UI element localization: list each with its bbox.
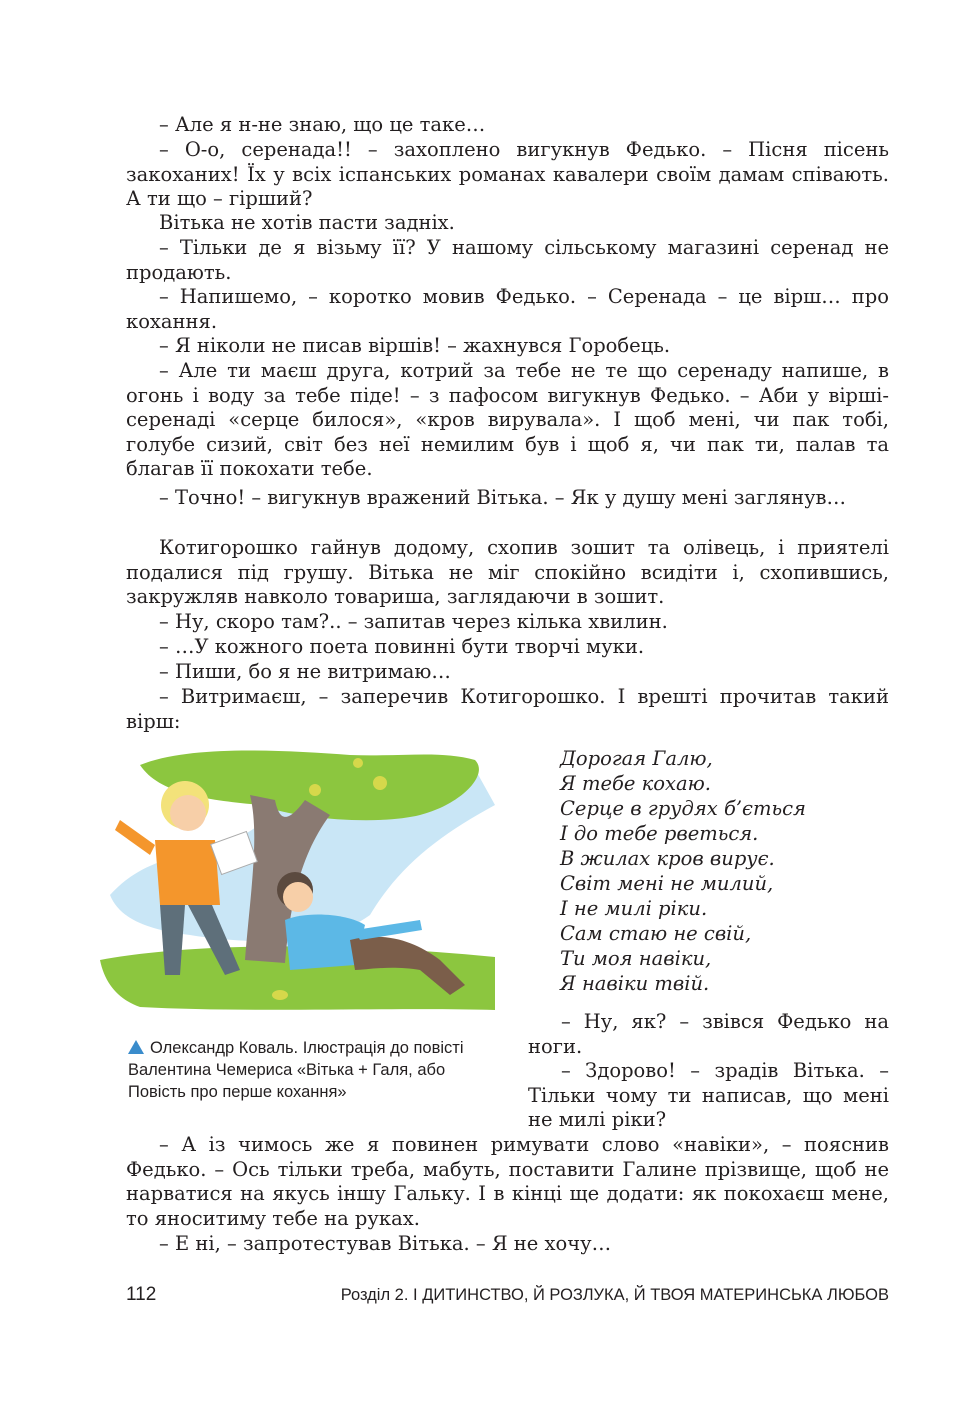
poem-line: Серце в грудях б’ється: [560, 797, 806, 820]
paragraph-11: – …У кожного поета повинні бути творчі муки.: [159, 635, 645, 658]
illustration-caption: [128, 1037, 498, 1103]
bottom-paragraph-2: – Е ні, – запротестував Вітька. – Я не хочу…: [159, 1232, 612, 1255]
poem: [560, 746, 806, 996]
boy-1-head: [170, 795, 206, 831]
right-paragraph-1: – Ну, як? – звівся Федько на ноги.: [528, 1010, 889, 1058]
poem-line: Я тебе кохаю.: [560, 772, 711, 795]
paragraph-2: – О-о, серенада!! – захоплено вигукнув Федько. – Пісня пісень закоханих! Їх у всіх іспанських романах кавалери своїм дамам співають. А ти що – гірший?: [126, 138, 889, 210]
paragraph-8: – Точно! – вигукнув вражений Вітька. – Як у душу мені заглянув…: [159, 486, 847, 509]
boy-1-shirt: [155, 840, 220, 905]
poem-line: Ти моя навіки,: [560, 947, 712, 970]
poem-line: Світ мені не милий,: [560, 872, 774, 895]
boy-2-head: [283, 882, 313, 912]
paragraph-13: – Витримаєш, – заперечив Котигорошко. І врешті прочитав такий вірш:: [126, 685, 889, 733]
paragraph-4: – Тільки де я візьму її? У нашому сільському магазині серенад не продають.: [126, 236, 889, 284]
paragraph-6: – Я ніколи не писав віршів! – жахнувся Горобець.: [159, 334, 671, 357]
boy-1-arm: [115, 820, 155, 855]
poem-line: В жилах кров вирує.: [560, 847, 775, 870]
pear-3: [353, 758, 363, 768]
caption-triangle-icon: [128, 1040, 144, 1054]
section-title: Розділ 2. І ДИТИНСТВО, Й РОЗЛУКА, Й ТВОЯ МАТЕРИНСЬКА ЛЮБОВ: [340, 1286, 889, 1304]
right-paragraph-2: – Здорово! – зрадів Вітька. – Тільки чому ти написав, що мені не милі ріки?: [528, 1059, 889, 1131]
illustration: [100, 745, 500, 1013]
paragraph-1: – Але я н-не знаю, що це таке…: [159, 113, 486, 136]
paragraph-7: – Але ти маєш друга, котрий за тебе не те що серенаду напише, в огонь і воду за тебе піде! – з пафосом вигукнув Федько. – Аби у вірші-серенаді «серце билося», «кров вирувала». І щоб мені, чи пак тобі, голубе сизий, світ без неї немилим був і щоб я, чи пак ти, палав та благав її покохати тебе.: [126, 359, 889, 480]
paragraph-9: Котигорошко гайнув додому, схопив зошит та олівець, і приятелі подалися під грушу. Вітька не міг спокійно всидіти і, схопившись, закружляв навколо товариша, заглядаючи в зошит.: [126, 536, 889, 608]
caption-text: Олександр Коваль. Ілюстрація до повісті Валентина Чемериса «Вітька + Галя, або Повість про перше кохання»: [128, 1039, 464, 1101]
paragraph-12: – Пиши, бо я не витримаю…: [159, 660, 451, 683]
pear-2: [309, 784, 321, 796]
boy-2-arm: [355, 920, 422, 940]
poem-line: Дорогая Галю,: [560, 747, 713, 770]
poem-line: Сам стаю не свій,: [560, 922, 752, 945]
pear-ground: [272, 990, 288, 1000]
page-number: 112: [126, 1284, 157, 1305]
poem-line: Я навіки твій.: [560, 972, 710, 995]
pear-1: [373, 776, 387, 790]
paragraph-10: – Ну, скоро там?.. – запитав через кілька хвилин.: [159, 610, 668, 633]
paragraph-5: – Напишемо, – коротко мовив Федько. – Серенада – це вірш… про кохання.: [126, 285, 889, 333]
paragraph-3: Вітька не хотів пасти задніх.: [159, 211, 455, 234]
poem-line: І до тебе рветься.: [560, 822, 759, 845]
bottom-paragraph-1: – А із чимось же я повинен римувати слово «навіки», – пояснив Федько. – Ось тільки треба, мабуть, поставити Галине прізвище, щоб не нарватися на якусь іншу Гальку. І в кінці ще додати: як покохаєш мене, то яноситиму тебе на руках.: [126, 1133, 889, 1230]
poem-line: І не милі ріки.: [560, 897, 708, 920]
